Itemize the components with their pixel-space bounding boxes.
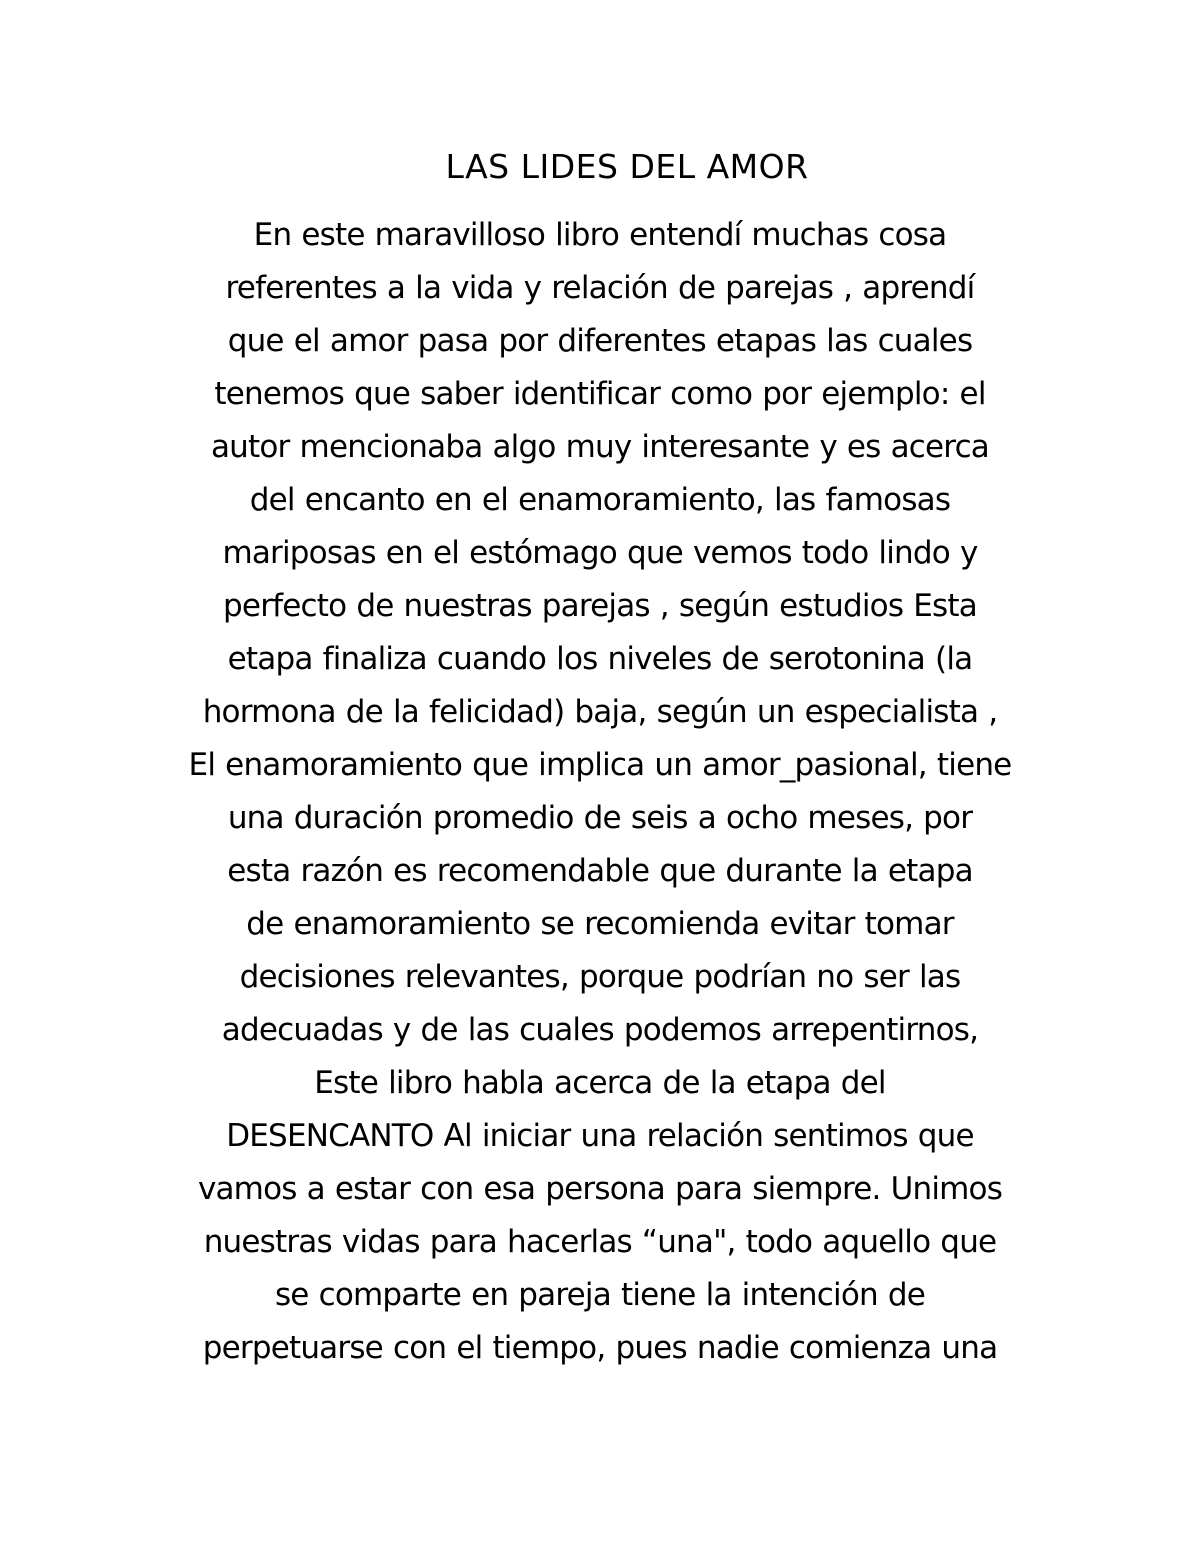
body-line: tenemos que saber identificar como por ejemplo: el xyxy=(214,376,986,412)
body-line: perpetuarse con el tiempo, pues nadie comienza una xyxy=(202,1330,998,1366)
body-line: decisiones relevantes, porque podrían no ser las xyxy=(239,959,961,995)
body-line: se comparte en pareja tiene la intención de xyxy=(274,1277,926,1313)
body-line: adecuadas y de las cuales podemos arrepentirnos, xyxy=(221,1012,979,1048)
body-line: nuestras vidas para hacerlas “una", todo aquello que xyxy=(203,1224,997,1260)
document-body xyxy=(150,209,1050,1375)
body-line: del encanto en el enamoramiento, las famosas xyxy=(249,482,951,518)
body-line: una duración promedio de seis a ocho meses, por xyxy=(227,800,973,836)
body-line: DESENCANTO Al iniciar una relación sentimos que xyxy=(226,1118,974,1154)
body-line: etapa finaliza cuando los niveles de serotonina (la xyxy=(227,641,973,677)
body-line: de enamoramiento se recomienda evitar tomar xyxy=(246,906,954,942)
body-line: vamos a estar con esa persona para siempre. Unimos xyxy=(197,1171,1003,1207)
body-line: esta razón es recomendable que durante la etapa xyxy=(227,853,973,889)
body-line: En este maravilloso libro entendí muchas cosa xyxy=(253,217,947,253)
body-line: El enamoramiento que implica un amor_pasional, tiene xyxy=(188,747,1012,783)
body-line: mariposas en el estómago que vemos todo lindo y xyxy=(222,535,978,571)
body-line: que el amor pasa por diferentes etapas las cuales xyxy=(227,323,973,359)
body-line: autor mencionaba algo muy interesante y es acerca xyxy=(210,429,990,465)
body-line: hormona de la felicidad) baja, según un especialista , xyxy=(202,694,998,730)
body-line: Este libro habla acerca de la etapa del xyxy=(314,1065,886,1101)
document-title: LAS LIDES DEL AMOR xyxy=(445,147,809,186)
body-line: referentes a la vida y relación de parejas , aprendí xyxy=(225,270,975,306)
body-line: perfecto de nuestras parejas , según estudios Esta xyxy=(223,588,977,624)
